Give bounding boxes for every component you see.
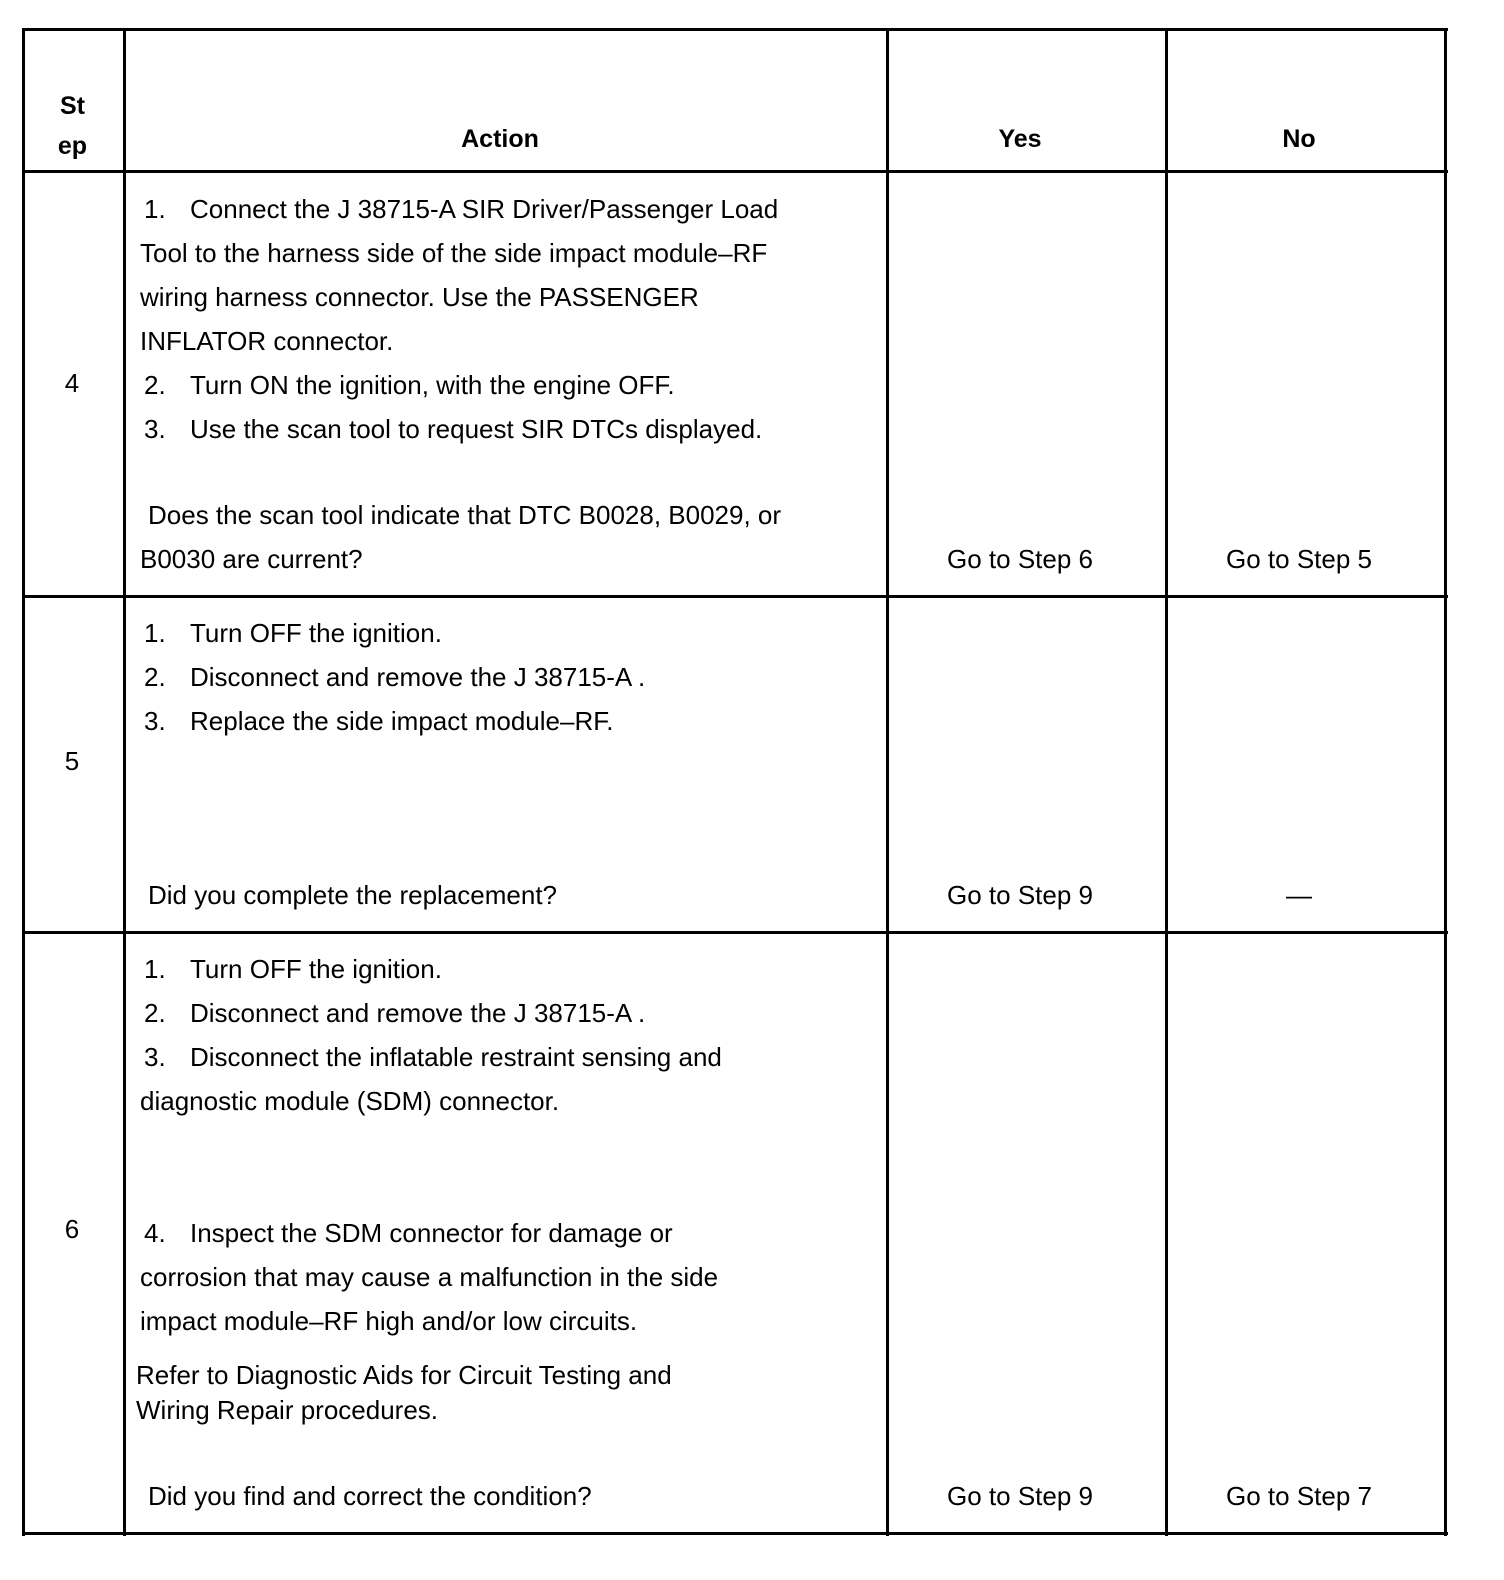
step6-line-7: impact module–RF high and/or low circuits. (140, 1306, 638, 1336)
header-no: No (1282, 125, 1316, 153)
col-divider-action (886, 28, 889, 1536)
step4-num-3: 3. (144, 414, 166, 444)
step-number-4: 4 (64, 368, 80, 398)
step6-num-4: 4. (144, 1218, 166, 1248)
step-number-5: 5 (64, 746, 80, 776)
step6-line-1: 1. Turn OFF the ignition. (144, 954, 442, 984)
step5-num-1: 1. (144, 618, 166, 648)
step5-question: Did you complete the replacement? (148, 880, 558, 910)
step4-line-4: INFLATOR connector. (140, 326, 394, 356)
step6-line-6: corrosion that may cause a malfunction in the side (140, 1262, 719, 1292)
col-divider-yes (1165, 28, 1168, 1536)
step6-line-2: 2. Disconnect and remove the J 38715-A . (144, 998, 646, 1028)
step4-no-answer: Go to Step 5 (1226, 544, 1372, 574)
step5-line-1: 1. Turn OFF the ignition. (144, 618, 442, 648)
step4-question-line2: B0030 are current? (140, 544, 363, 574)
header-action: Action (461, 125, 539, 153)
table-border-left (22, 28, 25, 1536)
diagnostic-table (22, 28, 1448, 1536)
step4-line-5: 2. Turn ON the ignition, with the engine OFF. (144, 370, 675, 400)
step5-num-2: 2. (144, 662, 166, 692)
table-border-right (1444, 28, 1447, 1536)
step4-line-3: wiring harness connector. Use the PASSENGER (140, 282, 699, 312)
step4-num-2: 2. (144, 370, 166, 400)
step6-line-3: 3. Disconnect the inflatable restraint sensing and (144, 1042, 722, 1072)
table-border-top (22, 28, 1448, 31)
step6-refer-line2: Wiring Repair procedures. (136, 1395, 439, 1425)
col-divider-step (123, 28, 126, 1536)
table-border-bottom (22, 1532, 1448, 1535)
step6-question: Did you find and correct the condition? (148, 1481, 592, 1511)
row-divider-4 (22, 595, 1448, 598)
step4-question-line1: Does the scan tool indicate that DTC B0028, B0029, or (148, 500, 782, 530)
step6-line-4: diagnostic module (SDM) connector. (140, 1086, 560, 1116)
step4-yes-answer: Go to Step 6 (947, 544, 1093, 574)
step6-yes-answer: Go to Step 9 (947, 1481, 1093, 1511)
row-divider-5 (22, 931, 1448, 934)
step4-line-1: 1. Connect the J 38715-A SIR Driver/Passenger Load (144, 194, 779, 224)
step6-refer-line1: Refer to Diagnostic Aids for Circuit Testing and (136, 1360, 672, 1390)
header-step-line2: ep (57, 132, 88, 160)
step5-no-answer: — (1286, 880, 1312, 910)
step4-line-6: 3. Use the scan tool to request SIR DTCs displayed. (144, 414, 763, 444)
step6-num-3: 3. (144, 1042, 166, 1072)
step5-num-3: 3. (144, 706, 166, 736)
step6-num-1: 1. (144, 954, 166, 984)
step5-line-3: 3. Replace the side impact module–RF. (144, 706, 614, 736)
header-divider (22, 170, 1448, 173)
step5-yes-answer: Go to Step 9 (947, 880, 1093, 910)
step6-num-2: 2. (144, 998, 166, 1028)
step5-line-2: 2. Disconnect and remove the J 38715-A . (144, 662, 646, 692)
step6-line-5: 4. Inspect the SDM connector for damage or (144, 1218, 673, 1248)
header-step (22, 86, 123, 166)
header-step-line1: St (60, 92, 85, 120)
header-yes: Yes (998, 125, 1042, 153)
step6-no-answer: Go to Step 7 (1226, 1481, 1372, 1511)
step4-line-2: Tool to the harness side of the side impact module–RF (140, 238, 768, 268)
step-number-6: 6 (64, 1214, 80, 1244)
step4-num-1: 1. (144, 194, 166, 224)
